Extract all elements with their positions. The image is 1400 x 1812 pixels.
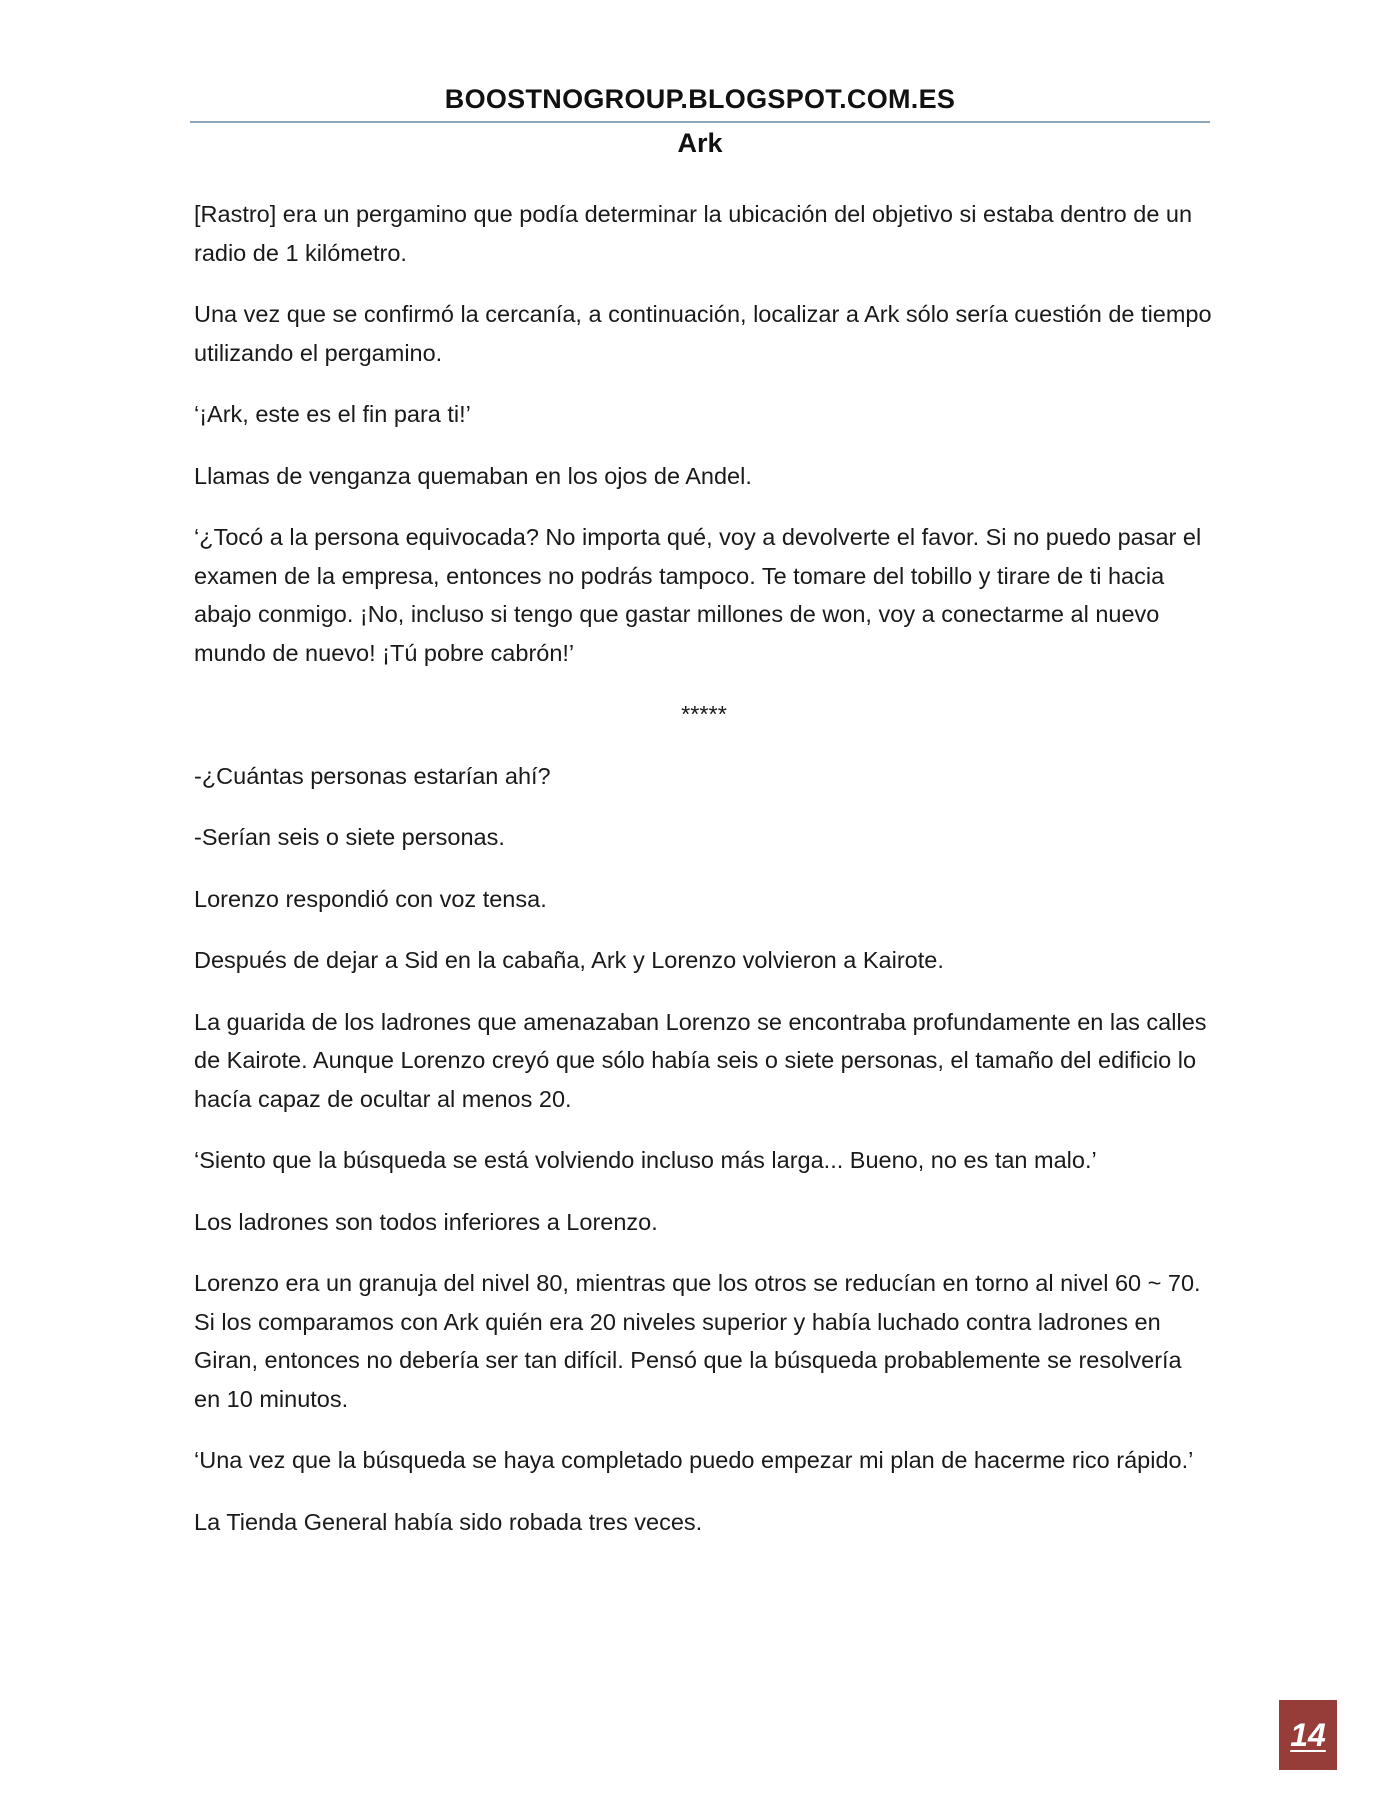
header-chapter-title: Ark <box>677 128 723 158</box>
paragraph: Lorenzo respondió con voz tensa. <box>194 885 547 912</box>
paragraph: Los ladrones son todos inferiores a Lorenzo. <box>194 1208 658 1235</box>
page-number: 14 <box>1290 1716 1326 1753</box>
header-site-name: BOOSTNOGROUP.BLOGSPOT.COM.ES <box>444 84 956 114</box>
paragraph: Llamas de venganza quemaban en los ojos de Andel. <box>194 462 752 489</box>
paragraph: Después de dejar a Sid en la cabaña, Ark y Lorenzo volvieron a Kairote. <box>194 947 944 973</box>
paragraph: ‘Siento que la búsqueda se está volviendo incluso más larga... Bueno, no es tan malo.’ <box>194 1147 1097 1173</box>
paragraph: [Rastro] era un pergamino que podía determinar la ubicación del objetivo si estaba dentro de un radio de 1 kilómetro. <box>194 201 1193 266</box>
scene-break: ***** <box>681 701 727 727</box>
header-divider <box>190 121 1210 123</box>
paragraph: ‘Una vez que la búsqueda se haya completado puedo empezar mi plan de hacerme rico rápido.’ <box>194 1447 1194 1473</box>
paragraph: Una vez que se confirmó la cercanía, a continuación, localizar a Ark sólo sería cuestión de tiempo utilizando el pergamino. <box>194 301 1212 366</box>
paragraph: -Serían seis o siete personas. <box>194 824 505 850</box>
paragraph: ‘¿Tocó a la persona equivocada? No importa qué, voy a devolverte el favor. Si no puedo pasar el examen de la empresa, entonces no podrás tampoco. Te tomare del tobillo y tirare de ti hacia abajo conmigo. ¡No, incluso si tengo que gastar millones de won, voy a conectarme al nuevo mundo de nuevo! ¡Tú pobre cabrón!’ <box>194 524 1202 666</box>
paragraph: La guarida de los ladrones que amenazaban Lorenzo se encontraba profundamente en las calles de Kairote. Aunque Lorenzo creyó que sólo había seis o siete personas, el tamaño del edificio lo hacía capaz de ocultar al menos 20. <box>194 1008 1207 1112</box>
page-number-badge <box>1279 1700 1337 1770</box>
paragraph: -¿Cuántas personas estarían ahí? <box>194 762 551 789</box>
paragraph: ‘¡Ark, este es el fin para ti!’ <box>194 401 471 427</box>
paragraph: Lorenzo era un granuja del nivel 80, mientras que los otros se reducían en torno al nivel 60 ~ 70. Si los comparamos con Ark quién era 20 niveles superior y había luchado contra ladrones en Giran, entonces no debería ser tan difícil. Pensó que la búsqueda probablemente se resolvería en 10 minutos. <box>194 1270 1201 1412</box>
paragraph: La Tienda General había sido robada tres veces. <box>194 1508 703 1535</box>
body-text <box>194 195 1214 1564</box>
